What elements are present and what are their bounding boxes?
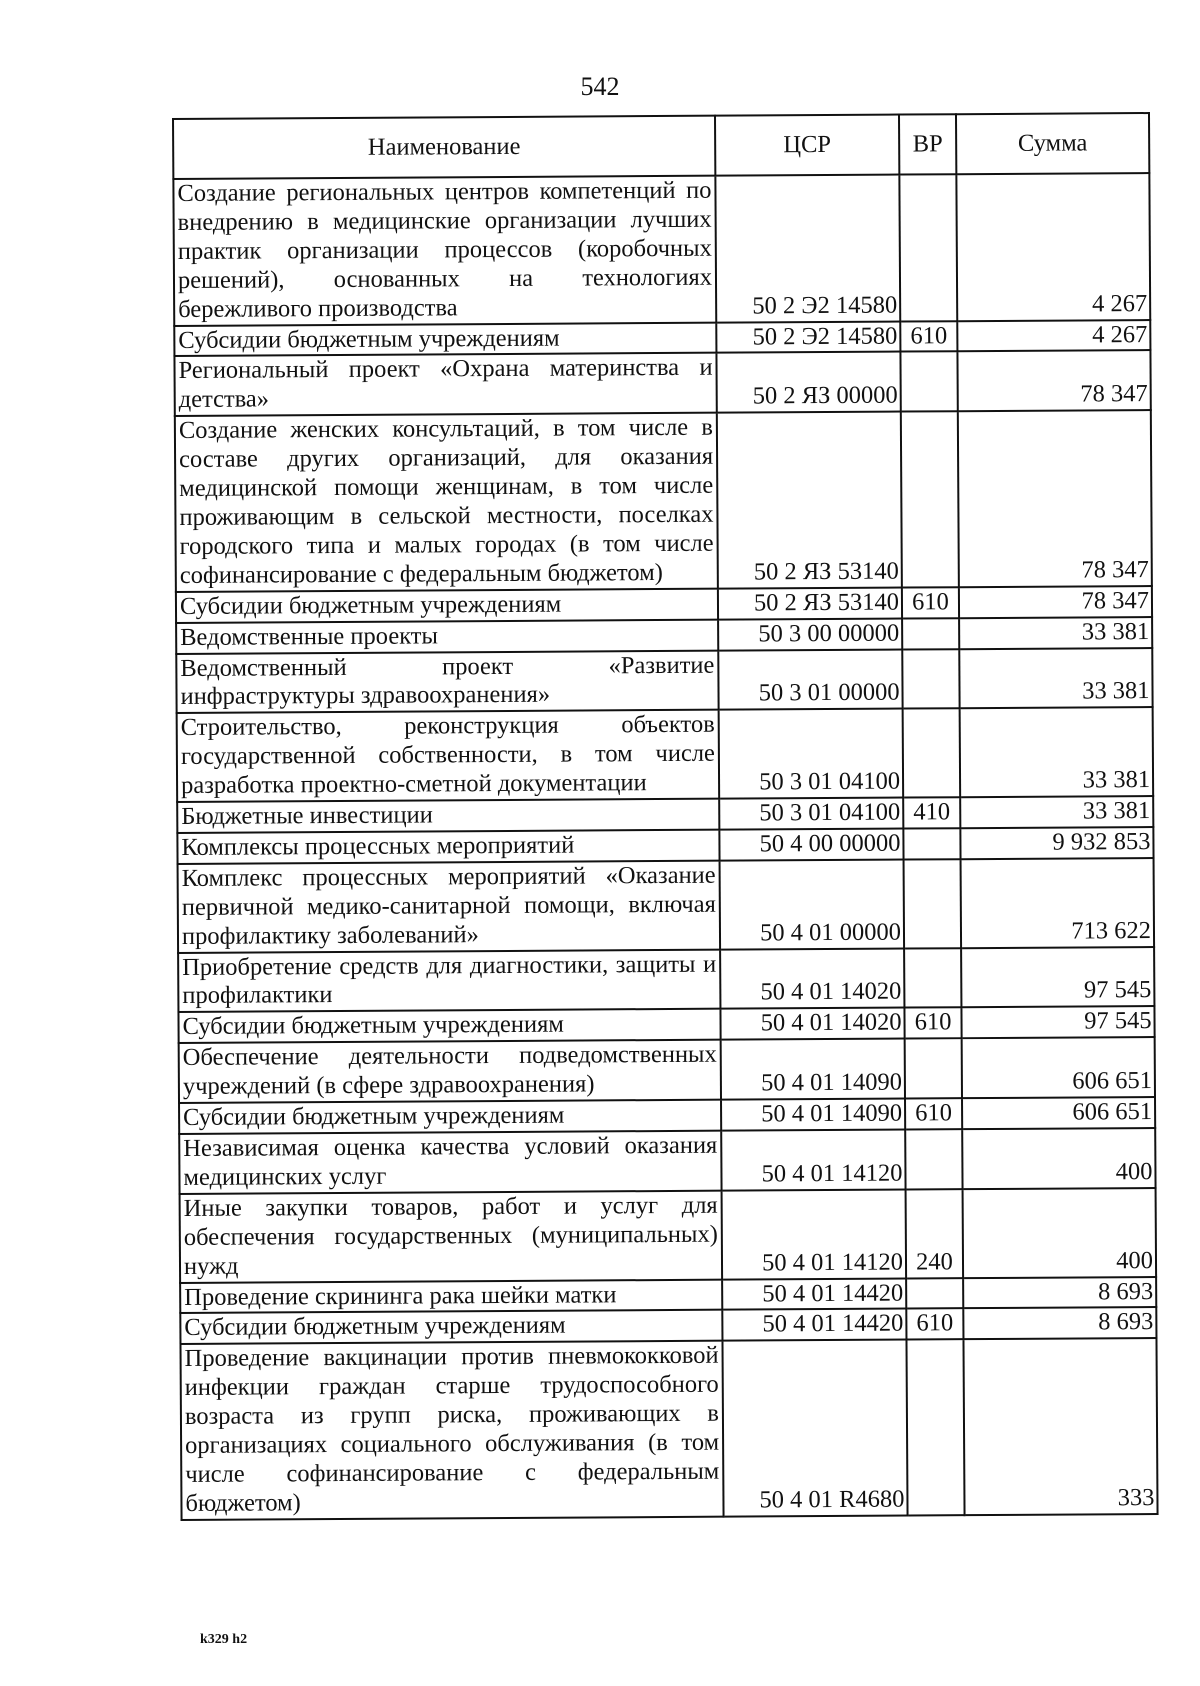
row-name-cell: Региональный проект «Охрана материнства и детства» <box>174 353 716 416</box>
row-csr-cell: 50 4 01 14420 <box>722 1278 906 1310</box>
budget-table <box>172 112 1159 1521</box>
row-name-cell: Строительство, реконструкция объектов государственной собственности, в том числе разработка проектно-сметной документации <box>177 710 720 802</box>
row-sum-cell: 78 347 <box>957 350 1150 411</box>
row-vr-cell <box>904 859 962 948</box>
table-row <box>180 1338 1157 1519</box>
table-row <box>173 173 1150 325</box>
row-csr-cell: 50 4 01 14090 <box>721 1099 905 1131</box>
column-header-vr: ВР <box>899 114 956 174</box>
table-row <box>179 1128 1155 1194</box>
row-csr-cell: 50 3 01 04100 <box>719 709 904 799</box>
row-sum-cell: 606 651 <box>962 1037 1155 1098</box>
row-vr-cell <box>901 411 959 587</box>
table-row <box>174 350 1150 416</box>
page-number: 542 <box>580 72 620 101</box>
table-row <box>175 410 1152 591</box>
row-csr-cell: 50 4 01 14120 <box>722 1189 907 1279</box>
table-row <box>179 1037 1155 1103</box>
row-vr-cell <box>903 828 960 859</box>
row-name-cell: Создание региональных центров компетенций по внедрению в медицинские организации лучших практик организации процессов (коробочных решений), основанных на технологиях бережливого производства <box>173 176 716 326</box>
row-csr-cell: 50 4 01 00000 <box>720 859 905 949</box>
row-name-cell: Приобретение средств для диагностики, защиты и профилактики <box>178 949 720 1012</box>
table-body <box>173 173 1157 1520</box>
row-name-cell: Обеспечение деятельности подведомственных учреждений (в сфере здравоохранения) <box>179 1040 721 1103</box>
row-sum-cell: 33 381 <box>960 796 1153 828</box>
row-sum-cell: 78 347 <box>958 410 1152 587</box>
row-csr-cell: 50 4 01 14090 <box>721 1039 905 1100</box>
row-csr-cell: 50 4 01 14120 <box>721 1130 905 1191</box>
row-csr-cell: 50 2 ЯЗ 53140 <box>717 412 902 589</box>
row-sum-cell: 713 622 <box>961 858 1155 948</box>
row-sum-cell: 97 545 <box>961 1006 1154 1038</box>
row-name-cell: Субсидии бюджетным учреждениям <box>178 1009 720 1043</box>
row-csr-cell: 50 4 01 14020 <box>720 948 904 1009</box>
row-name-cell: Создание женских консультаций, в том числе в составе других организаций, для оказания медицинской помощи женщинам, в том числе проживающим в сельской местности, поселках городского типа и малых городах (в том числе софинансирование с федеральным бюджетом) <box>175 413 718 592</box>
row-vr-cell: 610 <box>902 587 959 618</box>
row-sum-cell: 97 545 <box>961 947 1154 1008</box>
row-sum-cell: 8 693 <box>963 1307 1156 1339</box>
row-vr-cell <box>900 352 957 412</box>
row-name-cell: Иные закупки товаров, работ и услуг для обеспечения государственных (муниципальных) нужд <box>180 1190 723 1282</box>
row-sum-cell: 78 347 <box>959 586 1152 618</box>
row-sum-cell: 4 267 <box>957 320 1150 352</box>
row-vr-cell <box>906 1340 964 1516</box>
row-vr-cell: 610 <box>900 321 957 352</box>
row-vr-cell <box>902 649 959 709</box>
row-name-cell: Проведение вакцинации против пневмококковой инфекции граждан старше трудоспособного возраста из групп риска, проживающих в организациях социального обслуживания (в том числе софинансирование с федеральным бюджетом) <box>180 1341 723 1520</box>
row-csr-cell: 50 4 01 14420 <box>722 1309 906 1341</box>
footer-code: k329 h2 <box>200 1632 248 1647</box>
row-name-cell: Ведомственные проекты <box>176 619 718 653</box>
row-name-cell: Независимая оценка качества условий оказания медицинских услуг <box>179 1131 721 1194</box>
row-sum-cell: 8 693 <box>963 1277 1156 1309</box>
row-csr-cell: 50 3 01 04100 <box>719 798 903 830</box>
row-csr-cell: 50 2 ЯЗ 53140 <box>718 587 902 619</box>
row-vr-cell <box>902 618 959 649</box>
row-name-cell: Субсидии бюджетным учреждениям <box>180 1310 722 1344</box>
row-csr-cell: 50 3 01 00000 <box>718 649 902 710</box>
row-vr-cell: 610 <box>904 1008 961 1039</box>
row-csr-cell: 50 2 Э2 14580 <box>715 175 900 323</box>
column-header-sum: Сумма <box>956 113 1149 174</box>
row-name-cell: Проведение скрининга рака шейки матки <box>180 1279 722 1313</box>
row-sum-cell: 400 <box>962 1128 1155 1189</box>
table-row <box>178 947 1154 1013</box>
row-csr-cell: 50 2 Э2 14580 <box>716 321 900 353</box>
row-name-cell: Комплексы процессных мероприятий <box>177 830 719 864</box>
row-sum-cell: 4 267 <box>956 173 1150 321</box>
row-sum-cell: 400 <box>963 1188 1157 1278</box>
row-csr-cell: 50 2 ЯЗ 00000 <box>716 352 900 413</box>
table-header-row <box>173 113 1149 179</box>
row-vr-cell <box>904 948 961 1008</box>
row-name-cell: Субсидии бюджетным учреждениям <box>176 588 718 622</box>
row-vr-cell: 610 <box>906 1309 963 1340</box>
row-vr-cell <box>905 1038 962 1098</box>
row-csr-cell: 50 4 01 14020 <box>720 1008 904 1040</box>
column-header-csr: ЦСР <box>715 115 899 176</box>
row-vr-cell: 410 <box>903 797 960 828</box>
table-row <box>180 1188 1157 1283</box>
row-sum-cell: 33 381 <box>959 648 1152 709</box>
row-csr-cell: 50 4 00 00000 <box>719 828 903 860</box>
row-name-cell: Ведомственный проект «Развитие инфраструктуры здравоохранения» <box>176 650 718 713</box>
row-vr-cell <box>906 1278 963 1309</box>
row-sum-cell: 33 381 <box>960 707 1154 797</box>
column-header-name: Наименование <box>173 116 715 179</box>
row-name-cell: Субсидии бюджетным учреждениям <box>174 322 716 356</box>
row-vr-cell: 610 <box>905 1098 962 1129</box>
row-csr-cell: 50 3 00 00000 <box>718 618 902 650</box>
table-row <box>178 858 1155 953</box>
row-csr-cell: 50 4 01 R4680 <box>722 1340 907 1517</box>
row-vr-cell <box>905 1129 962 1189</box>
row-vr-cell <box>903 709 961 798</box>
row-sum-cell: 333 <box>963 1338 1157 1515</box>
row-sum-cell: 606 651 <box>962 1097 1155 1129</box>
row-name-cell: Комплекс процессных мероприятий «Оказание первичной медико-санитарной помощи, включая профилактику заболеваний» <box>178 861 721 953</box>
table-row <box>176 648 1152 714</box>
row-vr-cell: 240 <box>906 1189 964 1278</box>
row-sum-cell: 9 932 853 <box>960 827 1153 859</box>
row-name-cell: Субсидии бюджетным учреждениям <box>179 1100 721 1134</box>
row-name-cell: Бюджетные инвестиции <box>177 799 719 833</box>
row-sum-cell: 33 381 <box>959 617 1152 649</box>
row-vr-cell <box>899 174 957 321</box>
table-row <box>177 707 1154 802</box>
